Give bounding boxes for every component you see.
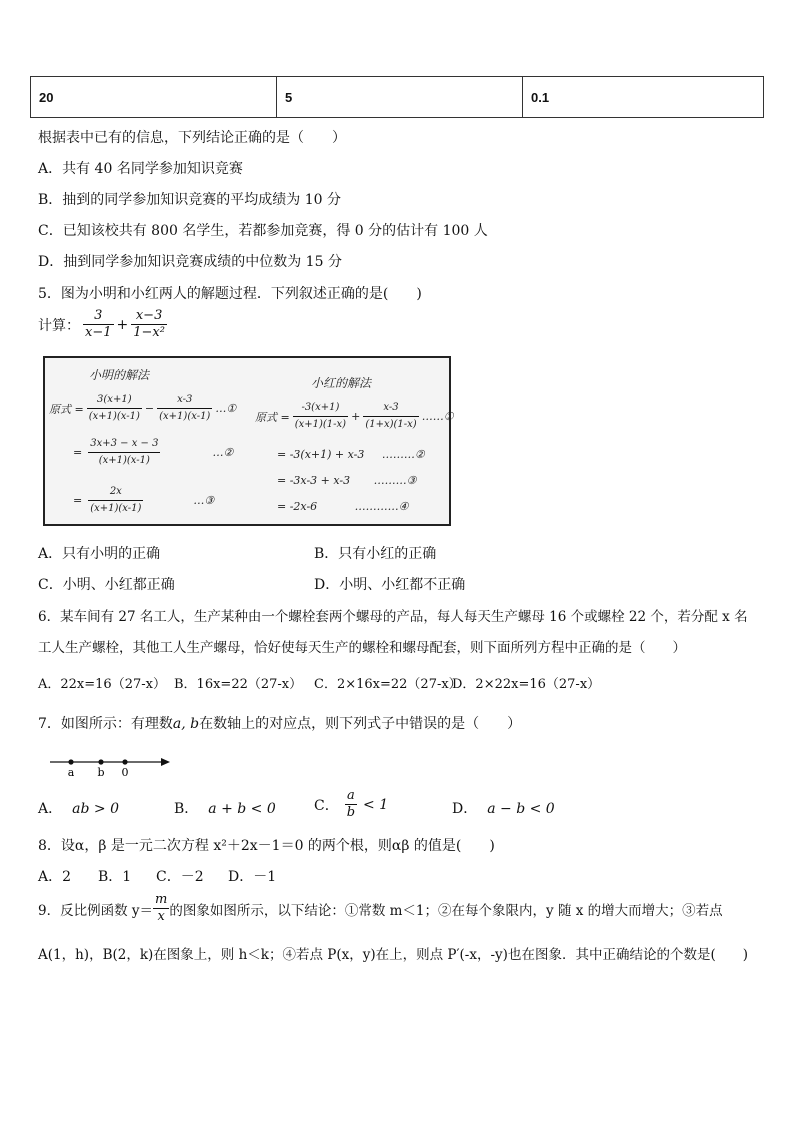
q5-option-c: C．小明、小红都正确 [38,577,175,593]
prefix: 原式 = [49,402,84,416]
fraction: $\frac{x-3}{(x+1)(x-1)}$ [159,394,211,422]
plus-sign: + [116,316,129,333]
q6-line-1: 6．某车间有 27 名工人，生产某种由一个螺栓套两个螺母的产品，每人每天生产螺母 16 个或螺栓 22 个，若分配 x 名 [38,609,748,625]
q7-option-b: B． a + b < 0 [174,801,276,817]
q8-option-a: A．2 [38,869,72,885]
fraction: $\frac{x-3}{(1+x)(1-x)}$ [365,402,417,430]
axis-arrow [161,758,170,766]
q6-option-b: B．16x=22（27-x） [174,677,303,692]
table-cell: 0.1 [523,77,764,118]
q6-option-a: A．22x=16（27-x） [38,677,166,692]
table-cell: 5 [277,77,523,118]
q8-option-b: B．1 [98,869,132,885]
label-zero: 0 [121,766,129,778]
q6-line-2: 工人生产螺栓，其他工人生产螺母，恰好使每天生产的螺栓和螺母配套，则下面所列方程中正确的是（ ） [38,640,686,656]
q7-stem: 7．如图所示：有理数a, b在数轴上的对应点，则下列式子中错误的是（ ） [38,716,522,732]
frac-denominator: 1−x² [133,325,165,340]
q6-option-d: D．2×22x=16（27-x） [452,677,601,692]
number-line [48,752,172,778]
q8-option-d: D．－1 [228,869,277,885]
table-cell: 20 [31,77,277,118]
fraction: $\frac{2x}{(x+1)(x-1)}$ [90,486,142,514]
fraction: $\frac{m}{x}$ [155,892,168,924]
xiaoming-line-1: 原式 = $\frac{3(x+1)}{(x+1)(x-1)}$ − $\frac{x-3}{(x+1)(x-1)}$ …① [49,392,236,425]
q9-line-2: A(1，h)，B(2，k)在图象上，则 h＜k；④若点 P(x，y)在上，则点 P′(-x，-y)也在图象．其中正确结论的个数是( ) [38,947,748,963]
xiaohong-line-3: = -3x-3 + x-3 ………③ [277,474,417,487]
q6-option-c: C．2×16x=22（27-x） [314,677,462,692]
fraction-1 [83,308,114,341]
q7-vars: a, b [172,716,200,732]
frac-denominator: x−1 [85,325,112,340]
fraction: $\frac{3x+3 - x - 3}{(x+1)(x-1)}$ [90,438,159,466]
xiaohong-line-2: = -3(x+1) + x-3 ………② [277,448,425,461]
point-a [68,759,73,764]
table-row [31,77,764,118]
xiaohong-title: 小红的解法 [311,376,372,390]
frequency-table [30,76,764,118]
q5-option-a: A．只有小明的正确 [38,546,161,562]
label-b: b [97,766,105,778]
calc-label: 计算： [38,317,80,334]
xiaohong-line-4: = -2x-6 …………④ [277,500,409,513]
point-zero [122,759,127,764]
fraction: $\frac{-3(x+1)}{(x+1)(1-x)}$ [294,402,347,430]
fraction: $\frac{3(x+1)}{(x+1)(x-1)}$ [88,394,140,422]
q8-option-c: C．－2 [156,869,204,885]
q4-option-d: D．抽到同学参加知识竞赛成绩的中位数为 15 分 [38,254,342,270]
q4-option-b: B．抽到的同学参加知识竞赛的平均成绩为 10 分 [38,192,342,208]
xiaoming-line-3: = $\frac{2x}{(x+1)(x-1)}$ …③ [73,484,214,517]
q5-calc [38,308,167,341]
q5-option-b: B．只有小红的正确 [314,546,437,562]
fraction: $\frac{a}{b}$ [346,788,356,820]
point-b [98,759,103,764]
frac-numerator: 3 [83,308,114,325]
q5-option-d: D．小明、小红都不正确 [314,577,466,593]
xiaohong-line-1: 原式 = $\frac{-3(x+1)}{(x+1)(1-x)}$ + $\frac{x-3}{(1+x)(1-x)}$ ……① [255,400,454,433]
xiaoming-line-2: = $\frac{3x+3 - x - 3}{(x+1)(x-1)}$ …② [73,436,233,469]
q9-line-1: 9．反比例函数 y＝ $\frac{m}{x}$ 的图象如图所示，以下结论：①常数 m＜1；②在每个象限内，y 随 x 的增大而增大；③若点 [38,892,723,924]
q4-option-a: A．共有 40 名同学参加知识竞赛 [38,161,243,177]
q8-stem: 8．设α，β 是一元二次方程 x²＋2x－1＝0 的两个根，则αβ 的值是( ) [38,838,495,854]
frac-numerator: x−3 [131,308,167,325]
fraction-2 [131,308,167,341]
q4-stem: 根据表中已有的信息，下列结论正确的是（ ） [38,130,346,146]
xiaoming-title: 小明的解法 [89,368,150,382]
q7-option-d: D． a − b < 0 [452,801,555,817]
q4-option-c: C．已知该校共有 800 名学生，若都参加竞赛，得 0 分的估计有 100 人 [38,223,488,239]
q7-option-a: A． ab > 0 [38,801,119,817]
solution-figure [43,356,454,526]
label-a: a [67,766,75,778]
q5-stem: 5．图为小明和小红两人的解题过程．下列叙述正确的是( ) [38,286,422,302]
q7-option-c: C． $\frac{a}{b}$ < 1 [314,788,389,820]
